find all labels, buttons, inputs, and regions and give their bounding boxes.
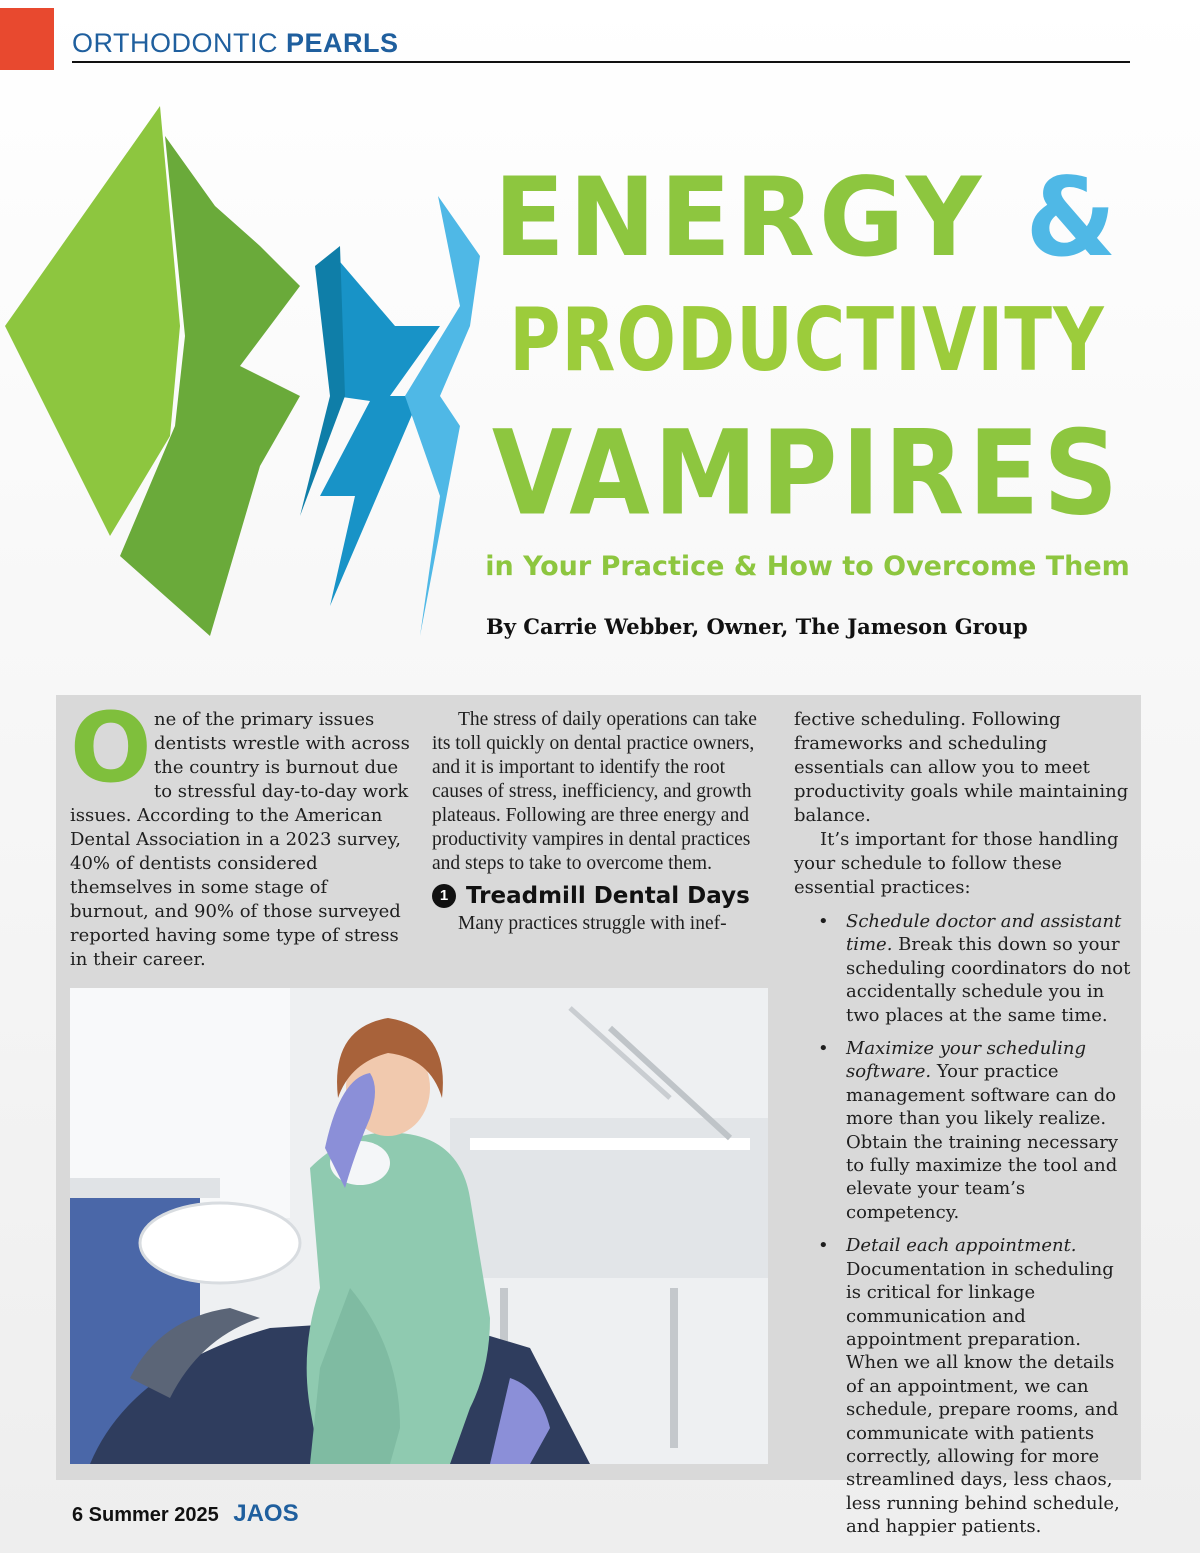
list-item: [846, 910, 1132, 1027]
list-item-lead: Schedule doctor and assistant time.: [846, 911, 1122, 956]
column3-paragraph-2: It’s important for those handling your schedule to follow these essential practices:: [794, 829, 1119, 898]
logo-green-left-shard: [5, 106, 180, 536]
article-column-2: [432, 708, 770, 936]
article-column-1: [70, 692, 410, 972]
title-line-energy: [472, 152, 1142, 282]
section-color-tab: [0, 8, 54, 70]
section-heading-text: Treadmill Dental Days: [466, 883, 750, 909]
header-rule: [72, 61, 1130, 63]
stressed-dentist-photo: [70, 988, 768, 1464]
title-line-productivity: PRODUCTIVITY: [509, 288, 1105, 392]
list-item: [846, 1037, 1132, 1224]
section-number-badge: 1: [432, 884, 456, 908]
column3-paragraph-1: fective scheduling. Following frameworks and scheduling essentials can allow you to meet productivity goals while maintaining balance.: [794, 709, 1129, 826]
photo-illustration: [70, 988, 768, 1464]
column2-paragraph-2: Many practices struggle with inef-: [458, 913, 727, 934]
title-ampersand: &: [1025, 152, 1121, 282]
section-heading-1: [432, 884, 770, 908]
intro-paragraph: ne of the primary issues dentists wrestle with across the country is burnout due to stressful day-to-day work issues. According to the American Dental Association in a 2023 survey, 40% of dentists considered themselves in some stage of burnout, and 90% of those surveyed reported having some type of stress in their career.: [70, 709, 410, 970]
logo-blue-right-shard: [405, 196, 480, 636]
article-column-3: [794, 708, 1132, 1549]
column2-paragraph-1: The stress of daily operations can take its toll quickly on dental practice owners, and it is important to identify the root causes of stress, inefficiency, and growth plateaus. Following are three energy and productivity vampires in dental practices and steps to take to overcome them.: [432, 709, 757, 874]
magazine-name: JAOS: [233, 1500, 299, 1527]
list-item-body: Documentation in scheduling is critical for linkage communication and appointment preparation. When we all know the details of an appointment, we can schedule, prepare rooms, and communicate with patients correctly, allowing for more streamlined days, less chaos, less running behind schedule, and happier patients.: [846, 1258, 1120, 1538]
essential-practices-list: [794, 910, 1132, 1539]
page-footer: [72, 1500, 299, 1528]
section-label-light: ORTHODONTIC: [72, 28, 278, 58]
article-byline: By Carrie Webber, Owner, The Jameson Group: [486, 614, 1028, 639]
drop-cap: O: [70, 692, 152, 804]
section-label-bold: PEARLS: [286, 28, 399, 58]
list-item-lead: Maximize your scheduling software.: [846, 1038, 1086, 1083]
article-subtitle: in Your Practice & How to Overcome Them: [485, 551, 1130, 582]
list-item-lead: Detail each appointment.: [846, 1235, 1077, 1257]
list-item-body: Break this down so your scheduling coordinators do not accidentally schedule you in two places at the same time.: [846, 934, 1131, 1026]
title-energy-word: ENERGY: [493, 152, 986, 282]
section-label: [72, 28, 399, 59]
list-item: [846, 1234, 1132, 1538]
list-item-body: Your practice management software can do more than you likely realize. Obtain the training necessary to fully maximize the tool and elevate your team’s competency.: [846, 1061, 1118, 1223]
lightning-bolt-logo: [0, 96, 480, 636]
title-line-vampires: VAMPIRES: [491, 404, 1123, 542]
folio: 6 Summer 2025: [72, 1504, 219, 1526]
